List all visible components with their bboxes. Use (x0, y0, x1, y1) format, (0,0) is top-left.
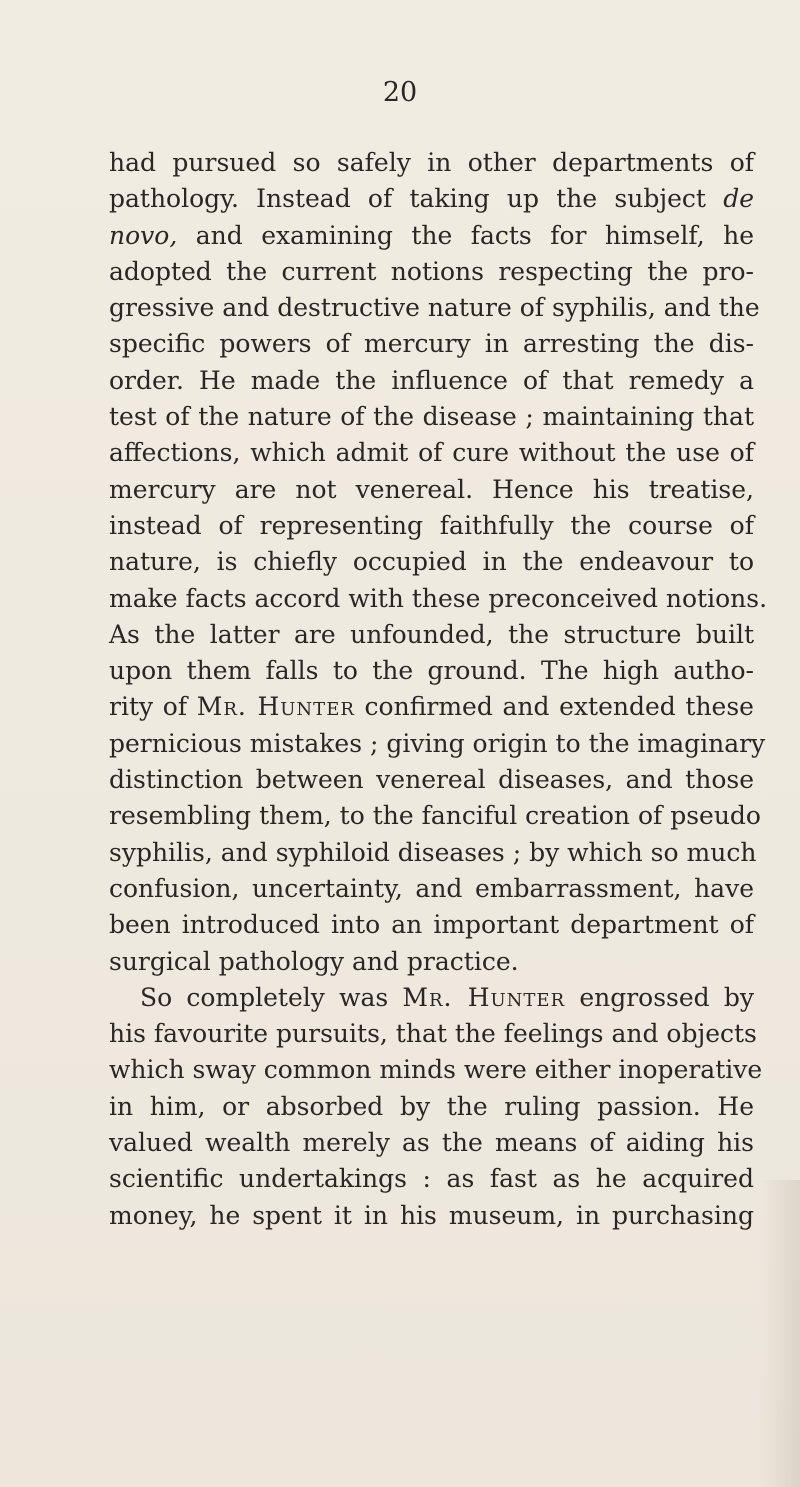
italic-text: novo, (109, 220, 178, 250)
text-line: his favourite pursuits, that the feelings and objects (109, 1019, 757, 1049)
text-line: scientific undertakings : as fast as he acquired (109, 1164, 754, 1194)
text-line: affections, which admit of cure without the use of (109, 438, 754, 468)
text-line: had pursued so safely in other departments of (109, 148, 754, 177)
text-line: resembling them, to the fanciful creation of pseudo (109, 801, 761, 831)
small-caps-name: Mr. Hunter (402, 982, 566, 1012)
text-line: rity of Mr. Hunter confirmed and extended these (109, 692, 754, 722)
text-line: instead of representing faithfully the course of (109, 510, 754, 540)
text-line: make facts accord with these preconceived notions. (109, 583, 768, 613)
text-line: confusion, uncertainty, and embarrassment, have (109, 873, 754, 903)
text-line: nature, is chiefly occupied in the endeavour to (109, 547, 754, 577)
text-line: novo, and examining the facts for himself, he (109, 220, 754, 250)
text-line: been introduced into an important department of (109, 910, 754, 940)
text-line: valued wealth merely as the means of aiding his (109, 1128, 754, 1158)
text-line: specific powers of mercury in arresting the dis- (109, 329, 754, 359)
text-line: So completely was Mr. Hunter engrossed by (140, 982, 754, 1012)
text-line: test of the nature of the disease ; maintaining that (109, 402, 754, 432)
text-line: mercury are not venereal. Hence his treatise, (109, 474, 754, 504)
text-line: distinction between venereal diseases, and those (109, 765, 754, 795)
text-line: money, he spent it in his museum, in purchasing (109, 1200, 754, 1230)
text-line: pernicious mistakes ; giving origin to the imaginary (109, 728, 766, 758)
body-text (109, 145, 768, 1234)
text-line: adopted the current notions respecting the pro- (109, 256, 754, 286)
text-line: upon them falls to the ground. The high autho- (109, 656, 754, 686)
text-line: surgical pathology and practice. (109, 946, 519, 976)
text-line: syphilis, and syphiloid diseases ; by which so much (109, 837, 757, 867)
text-line: gressive and destructive nature of syphilis, and the (109, 293, 760, 323)
text-line: which sway common minds were either inoperative (109, 1055, 763, 1085)
small-caps-name: Mr. Hunter (196, 692, 355, 722)
text-line: pathology. Instead of taking up the subject de (109, 184, 754, 214)
text-line: in him, or absorbed by the ruling passion. He (109, 1091, 754, 1121)
page-number: 20 (382, 77, 418, 108)
page-edge-shadow (760, 1180, 800, 1487)
italic-text: de (723, 184, 754, 214)
text-line: order. He made the influence of that remedy a (109, 365, 754, 395)
text-line: As the latter are unfounded, the structure built (109, 619, 754, 649)
